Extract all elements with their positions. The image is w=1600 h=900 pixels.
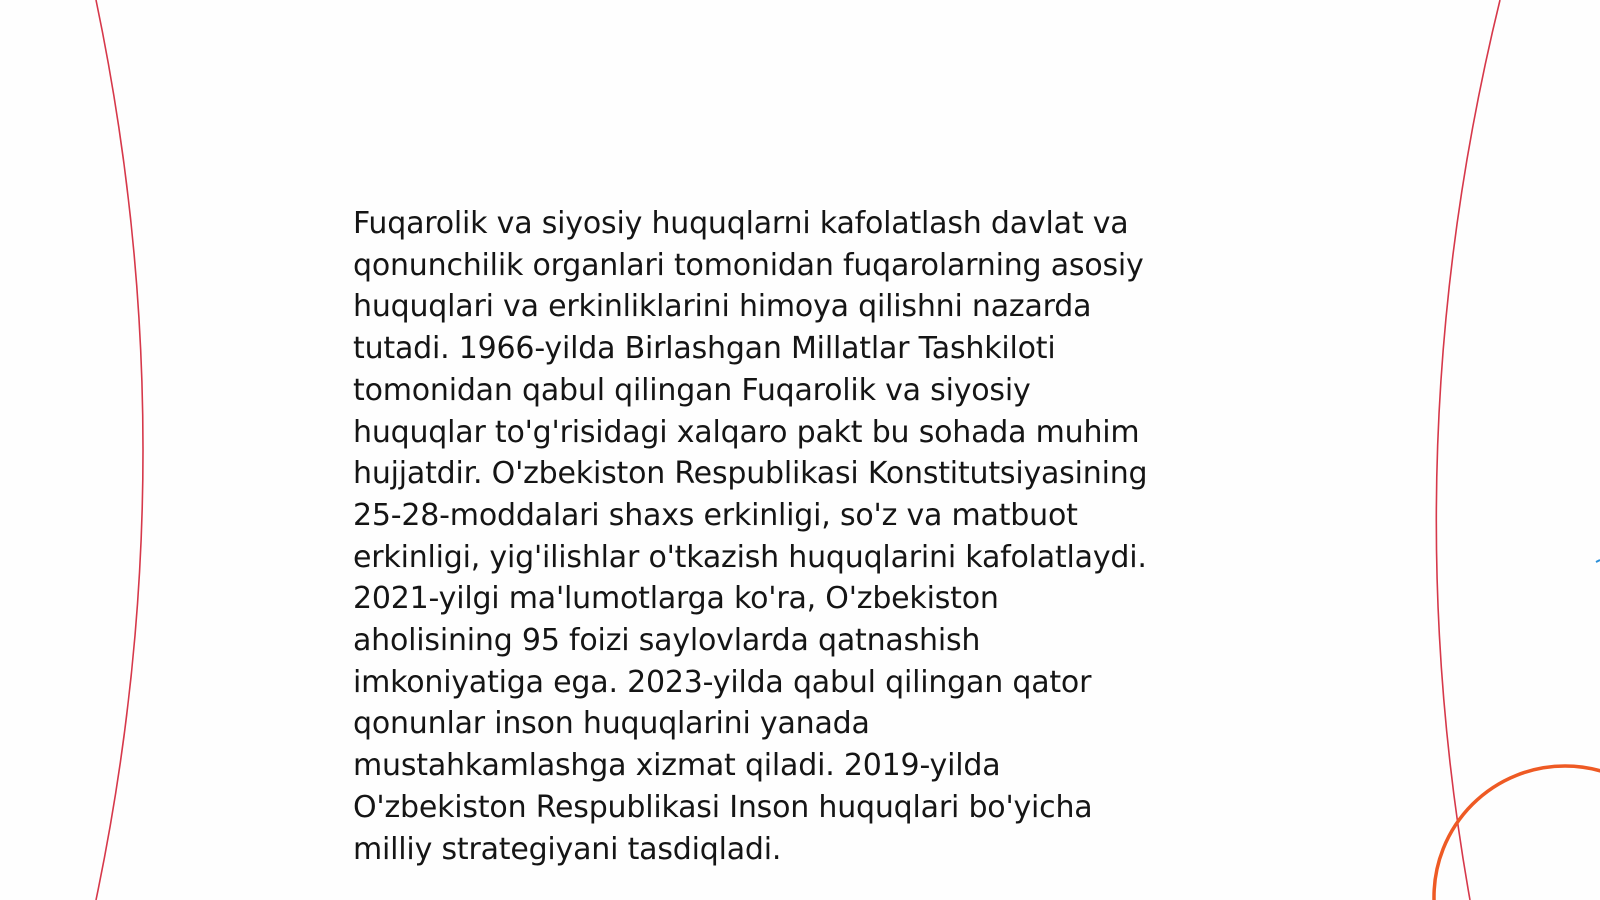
paragraph-line: milliy strategiyani tasdiqladi.	[353, 831, 782, 867]
paragraph-line: qonunchilik organlari tomonidan fuqarolarning asosiy	[353, 247, 1144, 283]
paragraph-line: hujjatdir. O'zbekiston Respublikasi Konstitutsiyasining	[353, 456, 1148, 492]
paragraph-line: tutadi. 1966-yilda Birlashgan Millatlar Tashkiloti	[353, 331, 1056, 367]
body-paragraph	[353, 203, 1233, 870]
paragraph-line: 25-28-moddalari shaxs erkinligi, so'z va matbuot	[353, 497, 1078, 533]
right-curve	[1436, 0, 1500, 900]
paragraph-line: mustahkamlashga xizmat qiladi. 2019-yilda	[353, 748, 1001, 784]
paragraph-line: huquqlar to'g'risidagi xalqaro pakt bu sohada muhim	[353, 414, 1140, 450]
paragraph-line: erkinligi, yig'ilishlar o'tkazish huquqlarini kafolatlaydi.	[353, 539, 1147, 575]
paragraph-line: huquqlari va erkinliklarini himoya qilishni nazarda	[353, 289, 1092, 325]
paragraph-line: 2021-yilgi ma'lumotlarga ko'ra, O'zbekiston	[353, 581, 999, 617]
paragraph-line: O'zbekiston Respublikasi Inson huquqlari bo'yicha	[353, 789, 1093, 825]
left-curve	[96, 0, 143, 900]
paragraph-line: qonunlar inson huquqlarini yanada	[353, 706, 870, 742]
paragraph-line: Fuqarolik va siyosiy huquqlarni kafolatlash davlat va	[353, 206, 1129, 241]
blue-accent-mark	[1596, 560, 1600, 562]
paragraph-line: aholisining 95 foizi saylovlarda qatnashish	[353, 623, 981, 659]
paragraph-line: tomonidan qabul qilingan Fuqarolik va siyosiy	[353, 372, 1031, 408]
paragraph-line: imkoniyatiga ega. 2023-yilda qabul qilingan qator	[353, 664, 1092, 700]
